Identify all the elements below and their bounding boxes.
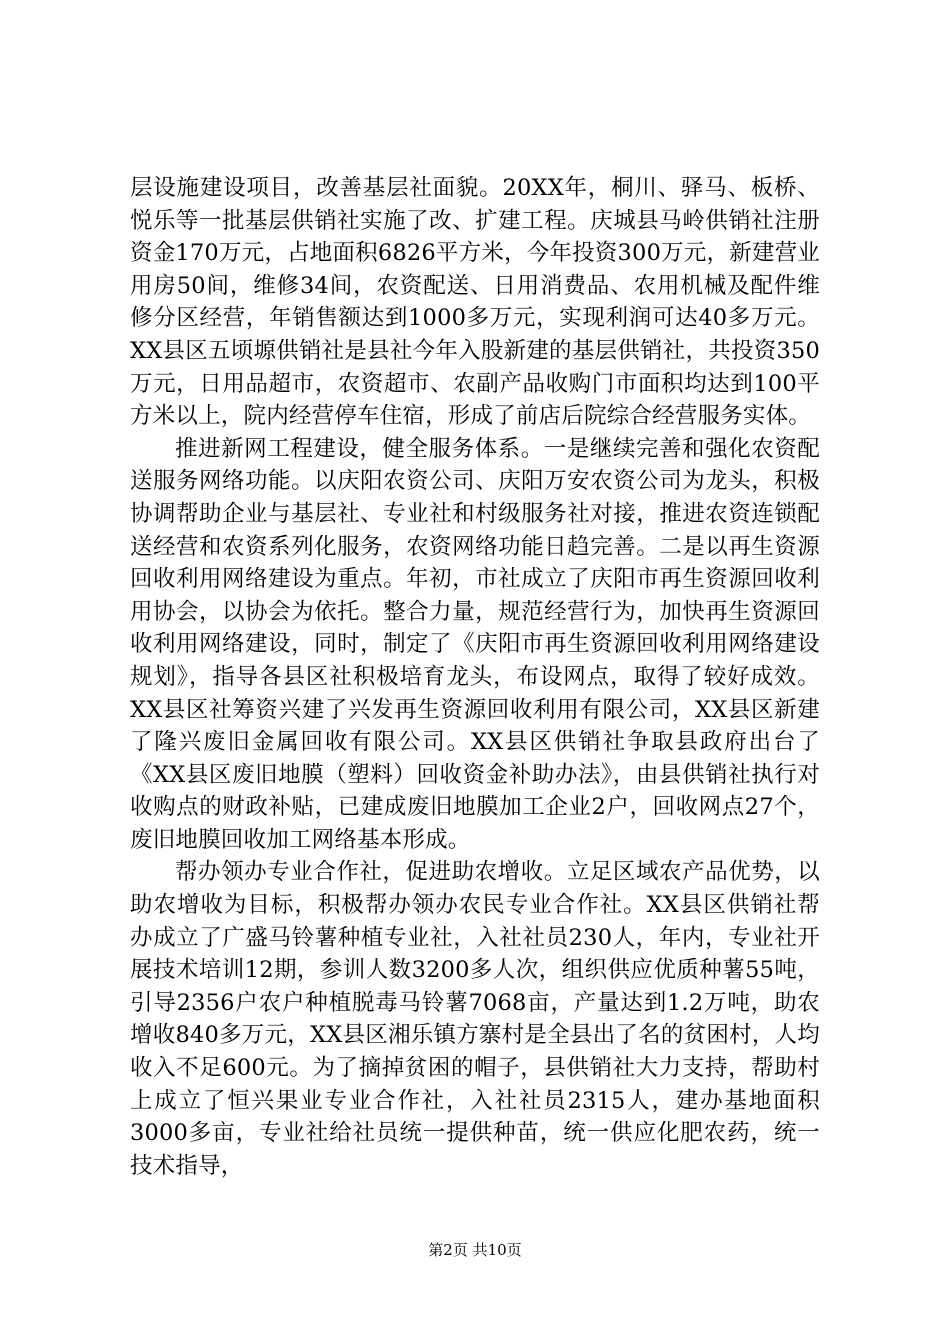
paragraph-cooperatives: 帮办领办专业合作社，促进助农增收。立足区域农产品优势，以助农增收为目标，积极帮办领办农民专业合作社。XX县区供销社帮办成立了广盛马铃薯种植专业社，入社社员230人，年内，专业社开展技术培训12期，参训人数3200多人次，组织供应优质种薯55吨，引导2356户农户种植脱毒马铃薯7068亩，产量达到1.2万吨，助农增收840多万元，XX县区湘乐镇方寨村是全县出了名的贫困村，人均收入不足600元。为了摘掉贫困的帽子，县供销社大力支持，帮助村上成立了恒兴果业专业合作社，入社社员2315人，建办基地面积3000多亩，专业社给社员统一提供种苗，统一供应化肥农药，统一技术指导，	[130, 859, 820, 1179]
paragraph-network-construction: 推进新网工程建设，健全服务体系。一是继续完善和强化农资配送服务网络功能。以庆阳农资公司、庆阳万安农资公司为龙头，积极协调帮助企业与基层社、专业社和村级服务社对接，推进农资连锁配送经营和农资系列化服务，农资网络功能日趋完善。二是以再生资源回收利用网络建设为重点。年初，市社成立了庆阳市再生资源回收利用协会，以协会为依托。整合力量，规范经营行为，加快再生资源回收利用网络建设，同时，制定了《庆阳市再生资源回收利用网络建设规划》，指导各县区社积极培育龙头，布设网点，取得了较好成效。XX县区社筹资兴建了兴发再生资源回收利用有限公司，XX县区新建了隆兴废旧金属回收有限公司。XX县区供销社争取县政府出台了《XX县区废旧地膜（塑料）回收资金补助办法》，由县供销社执行对收购点的财政补贴，已建成废旧地膜加工企业2户，回收网点27个，废旧地膜回收加工网络基本形成。	[130, 435, 820, 853]
document-body	[130, 172, 820, 1182]
paragraph-infrastructure: 层设施建设项目，改善基层社面貌。20XX年，桐川、驿马、板桥、悦乐等一批基层供销社实施了改、扩建工程。庆城县马岭供销社注册资金170万元，占地面积6826平方米，今年投资300万元，新建营业用房50间，维修34间，农资配送、日用消费品、农用机械及配件维修分区经营，年销售额达到1000多万元，实现利润可达40多万元。XX县区五顷塬供销社是县社今年入股新建的基层供销社，共投资350万元，日用品超市，农资超市、农副产品收购门市面积均达到100平方米以上，院内经营停车住宿，形成了前店后院综合经营服务实体。	[130, 175, 820, 430]
page-number-footer: 第2页 共10页	[428, 1241, 522, 1259]
